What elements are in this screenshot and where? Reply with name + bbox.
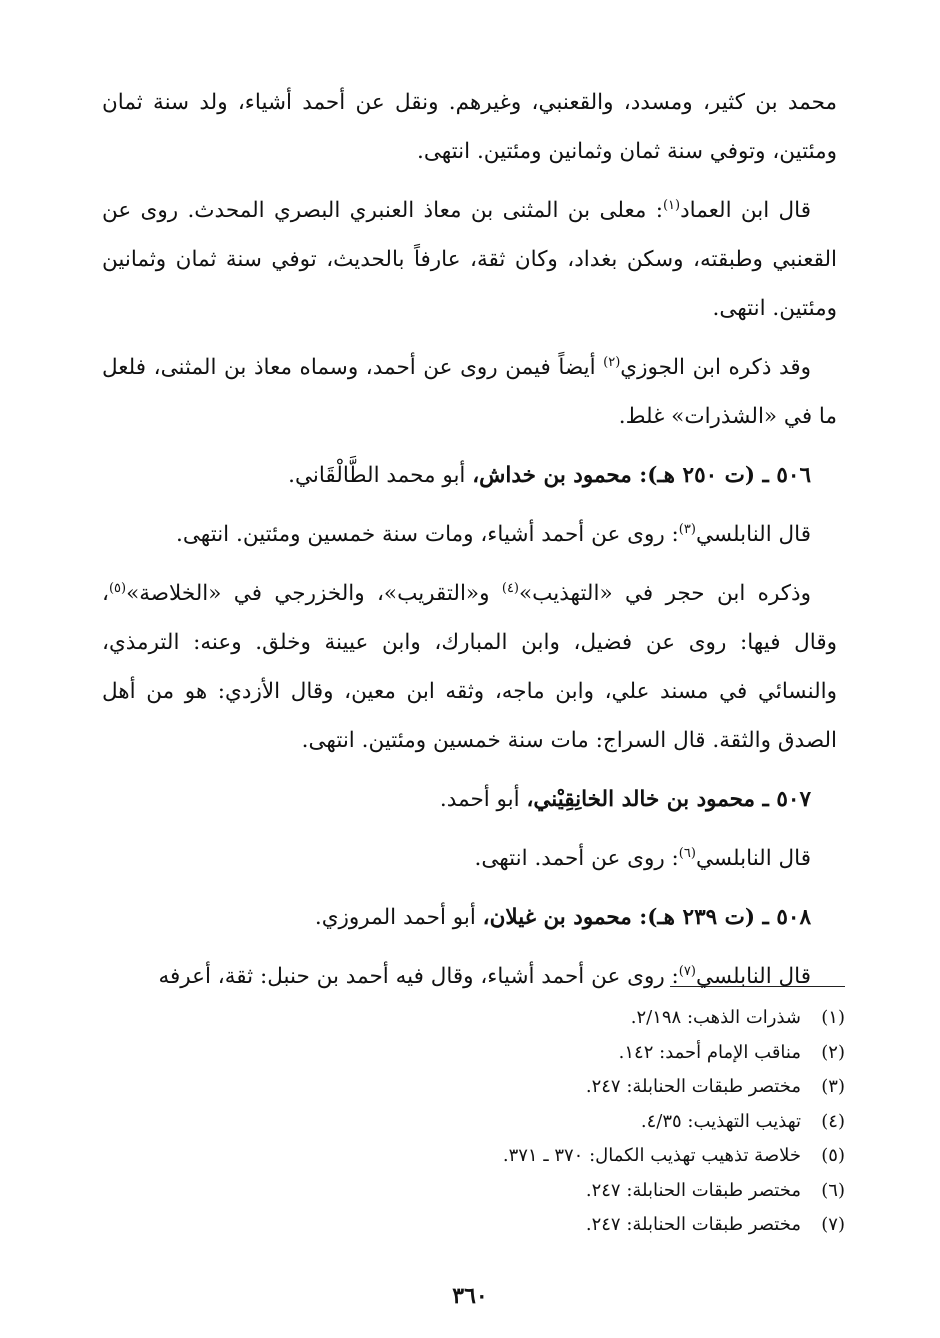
entry-heading-506 <box>102 451 837 500</box>
footnotes <box>145 1001 845 1243</box>
footnote-text: مختصر طبقات الحنابلة: ٢٤٧. <box>585 1076 801 1097</box>
footnote-item <box>145 1139 845 1174</box>
footnote-item <box>145 1174 845 1209</box>
entry-name: ٥٠٦ ـ (ت ٢٥٠ هـ): محمود بن خداش، <box>472 463 811 488</box>
footnote-text: تهذيب التهذيب: ٤/٣٥. <box>640 1110 801 1132</box>
entry-kunya: أبو أحمد المروزي. <box>314 905 483 930</box>
footnote-number: (٣) <box>821 1076 845 1097</box>
footnote-text: مختصر طبقات الحنابلة: ٢٤٧. <box>585 1179 801 1201</box>
footnote-item <box>145 1001 845 1036</box>
main-text <box>102 78 837 1011</box>
paragraph-continuation: محمد بن كثير، ومسدد، والقعنبي، وغيرهم. ونقل عن أحمد أشياء، ولد سنة ثمان ومئتين، وتوفي سنة ثمان وثمانين ومئتين. انتهى. <box>102 90 837 164</box>
paragraph-ibn-aljawzi <box>102 343 837 441</box>
paragraph-ibn-alimad <box>102 186 837 333</box>
footnote-number: (٤) <box>821 1110 845 1132</box>
paragraph-nabulsi-3 <box>102 952 837 1001</box>
footnote-number: (١) <box>821 1007 845 1028</box>
entry-kunya: أبو محمد الطَّالْقَاني. <box>288 463 473 488</box>
footnote-text: مختصر طبقات الحنابلة: ٢٤٧. <box>585 1214 801 1235</box>
footnote-ref: (٤) <box>501 580 519 596</box>
page-number: ٣٦٠ <box>452 1283 488 1309</box>
entry-heading-507 <box>102 775 837 824</box>
text-run: : روى عن أحمد أشياء، ومات سنة خمسين ومئتين. انتهى. <box>176 522 679 547</box>
text-run: وقد ذكره ابن الجوزي <box>620 355 811 380</box>
footnote-number: (٥) <box>821 1145 845 1166</box>
footnote-text: مناقب الإمام أحمد: ١٤٢. <box>618 1041 801 1063</box>
text-run: أيضاً فيمن روى عن أحمد، وسماه معاذ بن المثنى، فلعل ما في «الشذرات» غلط. <box>102 355 837 429</box>
footnote-ref: (٢) <box>603 354 621 370</box>
footnote-ref: (٦) <box>678 845 696 861</box>
entry-name: ٥٠٨ ـ (ت ٢٣٩ هـ): محمود بن غيلان، <box>482 905 811 930</box>
footnote-item <box>145 1105 845 1140</box>
footnote-ref: (٣) <box>678 521 696 537</box>
footnote-ref: (٧) <box>678 963 696 979</box>
footnote-number: (٢) <box>821 1041 845 1063</box>
text-run: قال النابلسي <box>695 846 811 871</box>
footnote-ref: (٥) <box>108 580 127 596</box>
footnote-item <box>145 1036 845 1071</box>
entry-kunya: أبو أحمد. <box>439 787 527 812</box>
text-run: : روى عن أحمد أشياء، وقال فيه أحمد بن حنبل: ثقة، أعرفه <box>158 964 679 989</box>
footnote-number: (٧) <box>821 1214 845 1235</box>
footnote-separator <box>670 986 845 987</box>
text-run: : معلى بن المثنى بن معاذ العنبري البصري المحدث. روى عن القعنبي وطبقته، وسكن بغداد، وكان ثقة، عارفاً بالحديث، توفي سنة ثمان وثمانين ومئتين. انتهى. <box>102 198 837 321</box>
footnote-item <box>145 1070 845 1105</box>
entry-heading-508 <box>102 893 837 942</box>
text-run: قال النابلسي <box>695 522 811 547</box>
paragraph-ibn-hajar <box>102 569 837 765</box>
footnote-ref: (١) <box>662 197 681 213</box>
footnote-number: (٦) <box>821 1179 845 1201</box>
footnote-item <box>145 1208 845 1243</box>
text-run: قال النابلسي <box>695 964 811 989</box>
footnote-text: خلاصة تذهيب تهذيب الكمال: ٣٧٠ ـ ٣٧١. <box>502 1145 801 1166</box>
footnote-text: شذرات الذهب: ٢/١٩٨. <box>630 1007 801 1028</box>
text-run: قال ابن العماد <box>680 198 811 223</box>
entry-name: ٥٠٧ ـ محمود بن خالد الخانِقِيْني، <box>526 787 811 812</box>
paragraph-nabulsi-1 <box>102 510 837 559</box>
paragraph-nabulsi-2 <box>102 834 837 883</box>
text-run: ، وقال فيها: روى عن فضيل، وابن المبارك، وابن عيينة وخلق. وعنه: الترمذي، والنسائي في مسند علي، وابن ماجه، وثقه ابن معين، وقال الأزدي: هو من أهل الصدق والثقة. قال السراج: مات سنة خمسين ومئتين. انتهى. <box>102 581 837 753</box>
text-run: : روى عن أحمد. انتهى. <box>474 846 679 871</box>
text-run: وذكره ابن حجر في «التهذيب» <box>519 581 812 606</box>
text-run: و«التقريب»، والخزرجي في «الخلاصة» <box>126 581 502 606</box>
